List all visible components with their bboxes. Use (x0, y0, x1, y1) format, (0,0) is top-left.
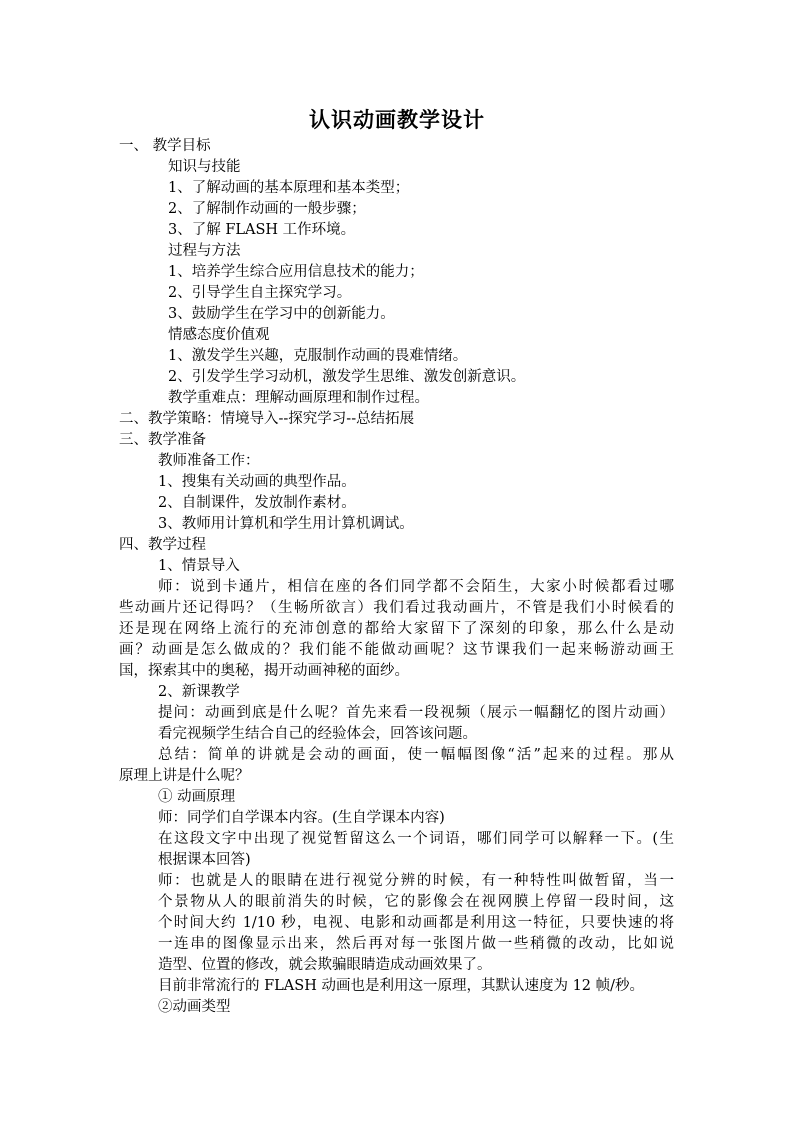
paragraph-line: 看完视频学生结合自己的经验体会，回答该问题。 (158, 726, 477, 742)
section-heading: 一、 教学目标 (119, 138, 211, 154)
subheading: 过程与方法 (168, 243, 241, 259)
paragraph-line: 总结：简单的讲就是会动的画面，使一幅幅图像“活”起来的过程。那从 (158, 747, 674, 763)
paragraph-line: 根据课本回答) (158, 852, 251, 868)
paragraph-line: 师：同学们自学课本内容。(生自学课本内容) (158, 810, 445, 826)
list-item: 3、教师用计算机和学生用计算机调试。 (158, 516, 414, 532)
list-item: 3、了解 FLASH 工作环境。 (168, 222, 356, 238)
paragraph-line: 师：说到卡通片，相信在座的各们同学都不会陌生，大家小时候都看过哪 (158, 579, 674, 595)
list-item: 2、引导学生自主探究学习。 (168, 285, 352, 301)
paragraph-line: 个景物从人的眼前消失的时候，它的影像会在视网膜上停留一段时间，这 (158, 894, 674, 910)
subheading: 情感态度价值观 (168, 327, 270, 343)
list-item: 3、鼓励学生在学习中的创新能力。 (168, 306, 395, 322)
list-item: 2、引发学生学习动机，激发学生思维、激发创新意识。 (168, 369, 526, 385)
paragraph-line: 在这段文字中出现了视觉暂留这么一个词语，哪们同学可以解释一下。(生 (158, 831, 674, 847)
subheading: ②动画类型 (158, 999, 231, 1015)
paragraph-line: 画？动画是怎么做成的？我们能不能做动画呢？这节课我们一起来畅游动画王 (119, 642, 674, 658)
paragraph-line: 国，探索其中的奥秘，揭开动画神秘的面纱。 (119, 663, 409, 679)
paragraph-line: 师：也就是人的眼睛在进行视觉分辨的时候，有一种特性叫做暂留，当一 (158, 873, 674, 889)
subheading: 2、新课教学 (158, 684, 240, 700)
section-heading: 三、教学准备 (119, 432, 206, 448)
list-item: 1、了解动画的基本原理和基本类型； (168, 180, 410, 196)
section-heading: 四、教学过程 (119, 537, 206, 553)
paragraph-line: 提问：动画到底是什么呢？首先来看一段视频（展示一幅翻忆的图片动画） (158, 705, 674, 721)
list-item: 1、搜集有关动画的典型作品。 (158, 474, 356, 490)
paragraph-line: 个时间大约 1/10 秒，电视、电影和动画都是利用这一特征，只要快速的将 (158, 915, 674, 931)
document-title: 认识动画教学设计 (309, 107, 485, 132)
paragraph-line: 些动画片还记得吗？（生畅所欲言）我们看过我动画片，不管是我们小时候看的 (119, 600, 674, 616)
subheading: 1、情景导入 (158, 558, 240, 574)
key-points-line: 教学重难点：理解动画原理和制作过程。 (168, 390, 429, 406)
paragraph-line: 一连串的图像显示出来，然后再对每一张图片做一些稍微的改动，比如说 (158, 936, 674, 952)
paragraph-line: 原理上讲是什么呢？ (119, 768, 250, 784)
subheading: 知识与技能 (168, 159, 241, 175)
list-item: 2、自制课件，发放制作素材。 (158, 495, 356, 511)
paragraph-line: 还是现在网络上流行的充沛创意的都给大家留下了深刻的印象，那么什么是动 (119, 621, 674, 637)
list-item: 1、培养学生综合应用信息技术的能力； (168, 264, 424, 280)
subheading: ① 动画原理 (158, 789, 236, 805)
subheading: 教师准备工作： (158, 453, 260, 469)
list-item: 2、了解制作动画的一般步骤； (168, 201, 366, 217)
section-heading: 二、教学策略：情境导入--探究学习--总结拓展 (119, 411, 415, 427)
paragraph-line: 目前非常流行的 FLASH 动画也是利用这一原理，其默认速度为 12 帧/秒。 (158, 978, 645, 994)
list-item: 1、激发学生兴趣，克服制作动画的畏难情绪。 (168, 348, 468, 364)
paragraph-line: 造型、位置的修改，就会欺骗眼睛造成动画效果了。 (158, 957, 492, 973)
